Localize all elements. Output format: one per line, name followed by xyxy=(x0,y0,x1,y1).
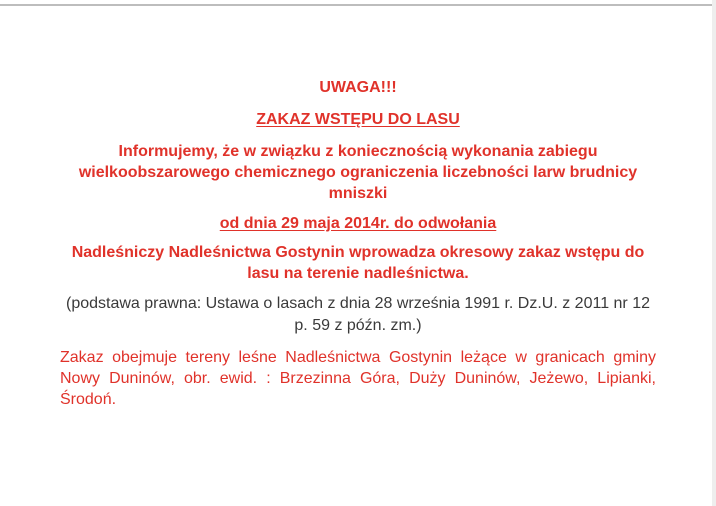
notice-page xyxy=(60,78,656,410)
date-range: od dnia 29 maja 2014r. do odwołania xyxy=(219,215,497,232)
scan-top-line xyxy=(0,4,716,6)
scope-paragraph: Zakaz obejmuje tereny leśne Nadleśnictwa Gostynin leżące w granicach gminy Nowy Duninów, obr. ewid. : Brzezinna Góra, Duży Duninów, Jeżewo, Lipianki, Środoń. xyxy=(60,349,656,408)
scan-right-edge xyxy=(712,0,716,506)
legal-basis: (podstawa prawna: Ustawa o lasach z dnia 28 września 1991 r. Dz.U. z 2011 nr 12 p. 59 z późn. zm.) xyxy=(65,295,650,334)
decision-paragraph: Nadleśniczy Nadleśnictwa Gostynin wprowadza okresowy zakaz wstępu do lasu na terenie nadleśnictwa. xyxy=(71,244,645,282)
warning-heading: UWAGA!!! xyxy=(319,79,397,96)
information-paragraph: Informujemy, że w związku z koniecznością wykonania zabiegu wielkoobszarowego chemicznego ograniczenia liczebności larw brudnicy mniszki xyxy=(78,143,638,202)
ban-headline: ZAKAZ WSTĘPU DO LASU xyxy=(256,111,460,128)
